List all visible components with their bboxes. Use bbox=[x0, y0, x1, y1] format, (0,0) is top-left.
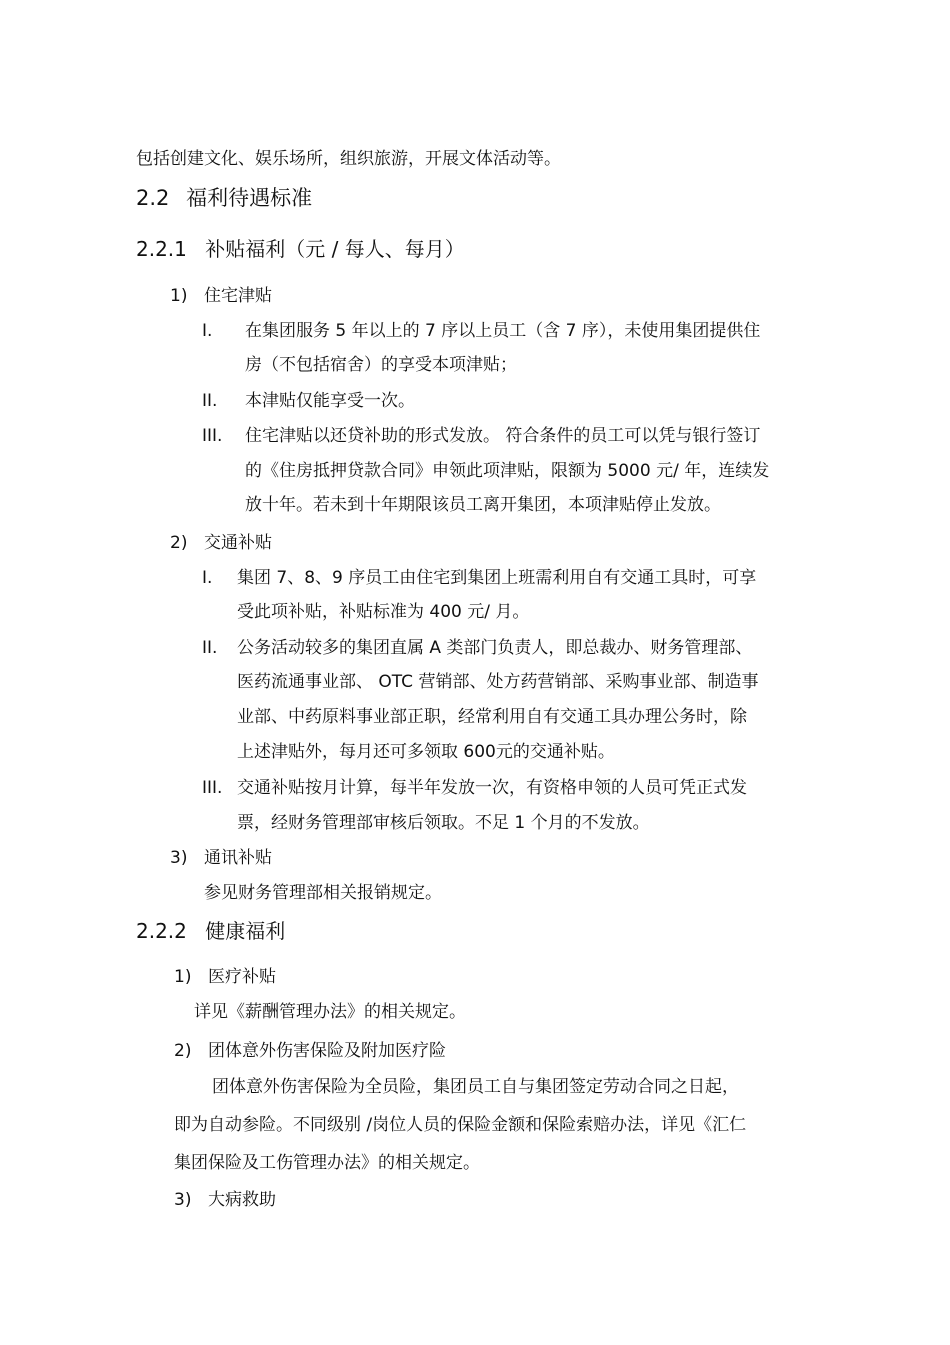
list-item-number: 3) bbox=[170, 848, 188, 868]
paragraph-line: 公务活动较多的集团直属 A 类部门负责人，即总裁办、财务管理部、 bbox=[237, 638, 753, 658]
paragraph-line: 医药流通事业部、 OTC 营销部、处方药营销部、采购事业部、制造事 bbox=[237, 672, 759, 692]
section-2-2-2-heading bbox=[136, 918, 285, 944]
paragraph-line: 的《住房抵押贷款合同》申领此项津贴，限额为 5000 元/ 年，连续发 bbox=[245, 461, 770, 481]
paragraph-line: 本津贴仅能享受一次。 bbox=[245, 391, 415, 411]
paragraph-line: 房（不包括宿舍）的享受本项津贴； bbox=[245, 355, 517, 375]
paragraph-line: 放十年。若未到十年期限该员工离开集团，本项津贴停止发放。 bbox=[245, 495, 721, 515]
roman-numeral: I. bbox=[202, 321, 213, 341]
intro-text: 包括创建文化、娱乐场所，组织旅游，开展文体活动等。 bbox=[136, 149, 561, 169]
paragraph-line: 团体意外伤害保险为全员险，集团员工自与集团签定劳动合同之日起， bbox=[212, 1077, 739, 1097]
roman-numeral: III. bbox=[202, 426, 223, 446]
section-title: 健康福利 bbox=[205, 919, 286, 943]
section-title: 福利待遇标准 bbox=[186, 186, 313, 210]
paragraph-line: 详见《薪酬管理办法》的相关规定。 bbox=[194, 1002, 466, 1022]
paragraph-line: 集团保险及工伤管理办法》的相关规定。 bbox=[174, 1153, 480, 1173]
paragraph-line: 上述津贴外，每月还可多领取 600元的交通补贴。 bbox=[237, 742, 615, 762]
paragraph-line: 集团 7、8、9 序员工由住宅到集团上班需利用自有交通工具时，可享 bbox=[237, 568, 757, 588]
section-2-2-1-heading bbox=[136, 236, 465, 262]
serious-illness-heading: 大病救助 bbox=[208, 1190, 276, 1210]
section-number: 2.2 bbox=[136, 186, 170, 210]
section-number: 2.2.2 bbox=[136, 919, 187, 943]
communication-subsidy-heading: 通讯补贴 bbox=[204, 848, 272, 868]
housing-subsidy-heading: 住宅津贴 bbox=[204, 286, 272, 306]
paragraph-line: 在集团服务 5 年以上的 7 序以上员工（含 7 序），未使用集团提供住 bbox=[245, 321, 761, 341]
insurance-heading: 团体意外伤害保险及附加医疗险 bbox=[208, 1041, 446, 1061]
list-item-number: 3) bbox=[174, 1190, 192, 1210]
list-item-number: 1) bbox=[174, 967, 192, 987]
list-item-number: 2) bbox=[174, 1041, 192, 1061]
paragraph-line: 参见财务管理部相关报销规定。 bbox=[204, 883, 442, 903]
roman-numeral: I. bbox=[202, 568, 213, 588]
paragraph-line: 即为自动参险。不同级别 /岗位人员的保险金额和保险索赔办法，详见《汇仁 bbox=[174, 1115, 747, 1135]
section-title: 补贴福利（元 / 每人、每月） bbox=[205, 237, 465, 261]
paragraph-line: 交通补贴按月计算，每半年发放一次，有资格申领的人员可凭正式发 bbox=[237, 778, 747, 798]
section-2-2-heading bbox=[136, 185, 312, 211]
paragraph-line: 业部、中药原料事业部正职，经常利用自有交通工具办理公务时，除 bbox=[237, 707, 747, 727]
list-item-number: 2) bbox=[170, 533, 188, 553]
medical-subsidy-heading: 医疗补贴 bbox=[208, 967, 276, 987]
roman-numeral: II. bbox=[202, 638, 218, 658]
paragraph-line: 受此项补贴，补贴标准为 400 元/ 月。 bbox=[237, 602, 530, 622]
paragraph-line: 票，经财务管理部审核后领取。不足 1 个月的不发放。 bbox=[237, 813, 650, 833]
section-number: 2.2.1 bbox=[136, 237, 187, 261]
paragraph-line: 住宅津贴以还贷补助的形式发放。 符合条件的员工可以凭与银行签订 bbox=[245, 426, 761, 446]
transport-subsidy-heading: 交通补贴 bbox=[204, 533, 272, 553]
list-item-number: 1) bbox=[170, 286, 188, 306]
roman-numeral: III. bbox=[202, 778, 223, 798]
roman-numeral: II. bbox=[202, 391, 218, 411]
